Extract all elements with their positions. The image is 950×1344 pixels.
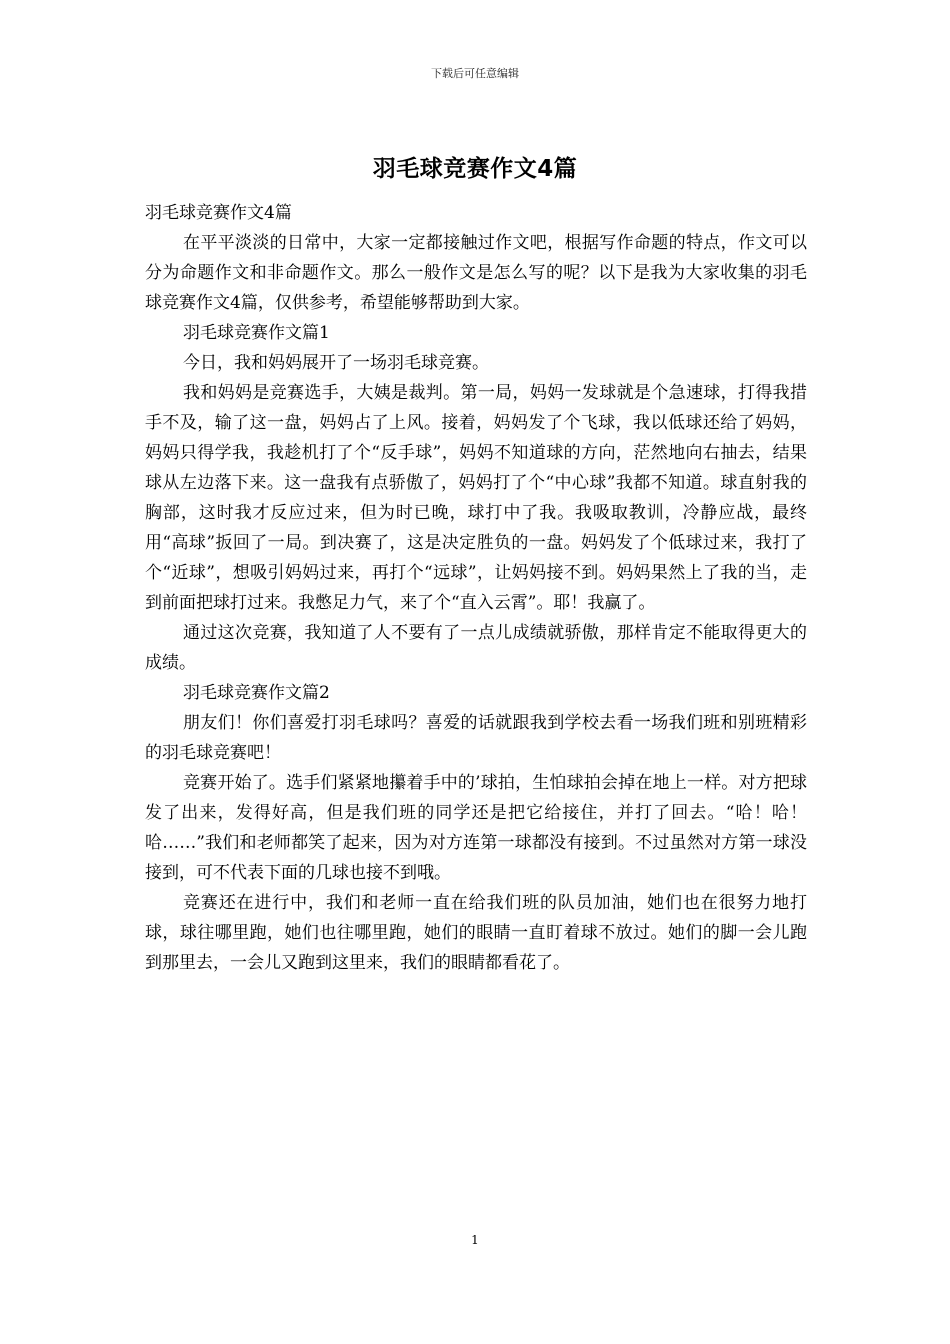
essay-2-paragraph-2: 竞赛开始了。选手们紧紧地攥着手中的’球拍，生怕球拍会掉在地上一样。对方把球发了出来，发得好高，但是我们班的同学还是把它给接住，并打了回去。“哈！哈！哈……”我们和老师都笑了起来，因为对方连第一球都没有接到。不过虽然对方第一球没接到，可不代表下面的几球也接不到哦。 — [145, 773, 807, 883]
essay-2-paragraph-3: 竞赛还在进行中，我们和老师一直在给我们班的队员加油，她们也在很努力地打球，球往哪里跑，她们也往哪里跑，她们的眼睛一直盯着球不放过。她们的脚一会儿跑到那里去，一会儿又跑到这里来，我们的眼睛都看花了。 — [145, 893, 807, 973]
page-number: 1 — [471, 1233, 479, 1247]
document-body — [145, 198, 807, 978]
download-note: 下载后可任意编辑 — [431, 67, 519, 80]
intro-paragraph: 在平平淡淡的日常中，大家一定都接触过作文吧，根据写作命题的特点，作文可以分为命题作文和非命题作文。那么一般作文是怎么写的呢？以下是我为大家收集的羽毛球竞赛作文4篇，仅供参考，希望能够帮助到大家。 — [145, 233, 807, 313]
essay-1-paragraph-1: 今日，我和妈妈展开了一场羽毛球竞赛。 — [183, 353, 489, 373]
essay-1-paragraph-3: 通过这次竞赛，我知道了人不要有了一点儿成绩就骄傲，那样肯定不能取得更大的成绩。 — [145, 623, 807, 673]
subtitle-paragraph: 羽毛球竞赛作文4篇 — [145, 203, 292, 223]
essay-1-heading: 羽毛球竞赛作文篇1 — [183, 323, 330, 343]
document-title: 羽毛球竞赛作文4篇 — [372, 156, 578, 182]
essay-2-heading: 羽毛球竞赛作文篇2 — [183, 683, 330, 703]
essay-2-paragraph-1: 朋友们！你们喜爱打羽毛球吗？喜爱的话就跟我到学校去看一场我们班和别班精彩的羽毛球竞赛吧！ — [145, 713, 807, 763]
essay-1-paragraph-2: 我和妈妈是竞赛选手，大姨是裁判。第一局，妈妈一发球就是个急速球，打得我措手不及，输了这一盘，妈妈占了上风。接着，妈妈发了个飞球，我以低球还给了妈妈，妈妈只得学我，我趁机打了个“反手球”，妈妈不知道球的方向，茫然地向右抽去，结果球从左边落下来。这一盘我有点骄傲了，妈妈打了个“中心球”我都不知道。球直射我的胸部，这时我才反应过来，但为时已晚，球打中了我。我吸取教训，冷静应战，最终用“高球”扳回了一局。到决赛了，这是决定胜负的一盘。妈妈发了个低球过来，我打了个“近球”，想吸引妈妈过来，再打个“远球”，让妈妈接不到。妈妈果然上了我的当，走到前面把球打过来。我憋足力气，来了个“直入云霄”。耶！我赢了。 — [145, 383, 807, 613]
